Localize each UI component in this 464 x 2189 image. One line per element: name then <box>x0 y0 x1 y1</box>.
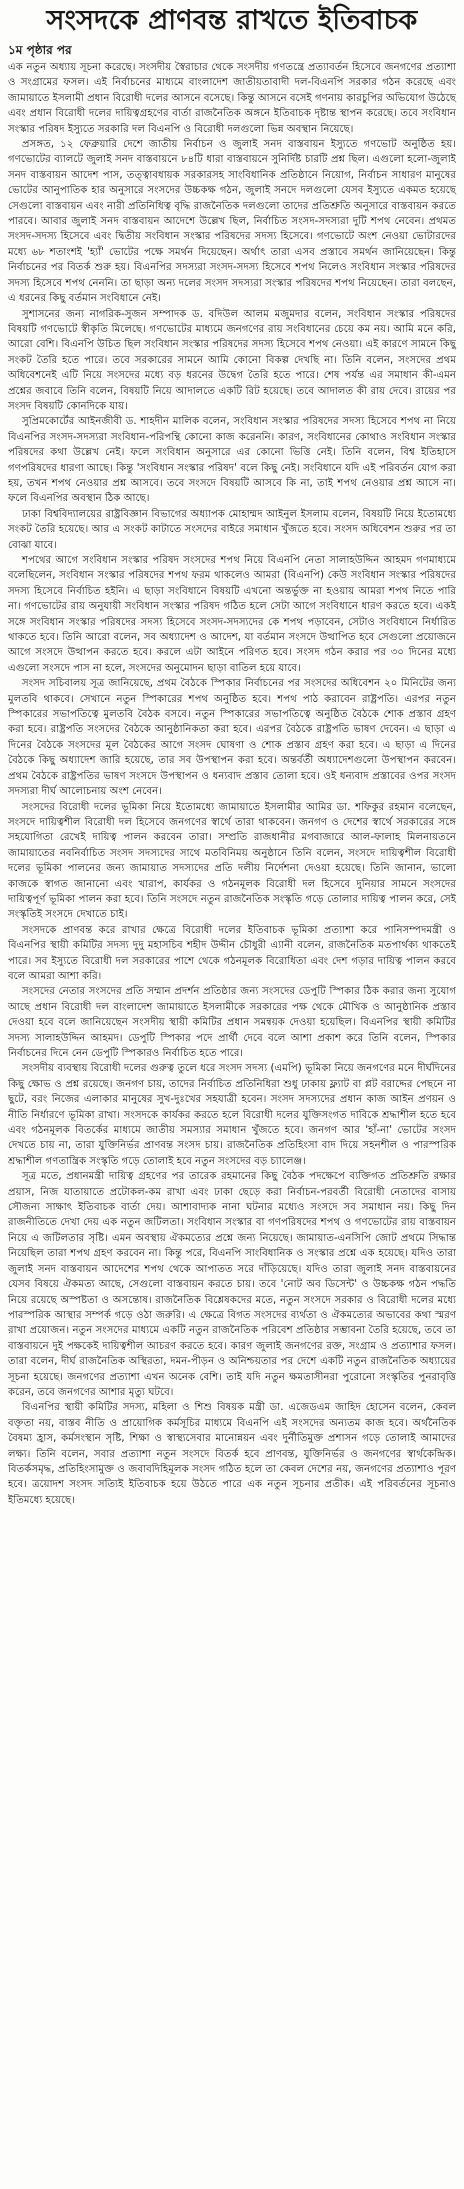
article-paragraph: সংসদীয় ব্যবস্থায় বিরোধী দলের গুরুত্ব তুলে ধরে সংসদ সদস্য (এমপি) ভূমিকা নিয়ে জনগণের মনে দীর্ঘদিনের কিছু ক্ষোভ ও প্রশ্ন রয়েছে। জনগণ চায়, তাদের নির্বাচিত প্রতিনিধিরা শুধু ঢাকায় ফ্ল্যাট বা প্লট বরাদ্দের পেছনে না ছুটে, বরং নিজের এলাকার মানুষের সুখ-দুঃখের সহযাত্রী হবেন। সংসদ সদস্যদের প্রধান কাজ আইন প্রণয়ন ও নীতি নির্ধারণে ভূমিকা রাখা। সংসদকে কার্যকর করতে হলে বিরোধী দলের যুক্তিসংগত দাবিকে শ্রদ্ধাশীল হতে হবে এবং গঠনমূলক বিতর্কের মাধ্যমে জাতীয় সমস্যার সমাধান খুঁজতে হবে। জনগণ আর 'হাঁ-না' ভোটের সংসদ দেখতে চায় না, তারা যুক্তিনির্ভর প্রাণবন্ত সংসদ চায়। রাজনৈতিক প্রতিহিংসা বাদ দিয়ে সহনশীল ও পারস্পরিক শ্রদ্ধাশীল গণতান্ত্রিক সংস্কৃতি গড়ে তোলাই হবে নতুন সংসদের বড় চ্যালেঞ্জ। <box>8 1063 456 1167</box>
article-paragraph: সংসদের বিরোধী দলের ভূমিকা নিয়ে ইতোমধ্যে জামায়াতে ইসলামীর আমির ডা. শফিকুর রহমান বলেছেন, সংসদে দায়িত্বশীল বিরোধী দল হিসেবে জনগণের স্বার্থে তারা থাকবেন। জনগণ ও দেশের স্বার্থে সরকারের সঙ্গে সহযোগিতা রেখেই দায়িত্ব পালন করবেন তারা। সম্প্রতি রাজধানীর মগবাজারে আল-ফালাহ মিলনায়তনে জামায়াতের নবনির্বাচিত সংসদ সদস্যদের সাথে মতবিনিময় অনুষ্ঠানে তিনি বলেন, সংসদে দায়িত্বশীল বিরোধী দলের ভূমিকা পালনের জন্য জামায়াত সদস্যদের প্রতি দলীয় নির্দেশনা দেওয়া হয়েছে। তিনি জানান, ভালো কাজকে স্বাগত জানানো এবং খারাপ, কার্যকর ও গঠনমূলক বিরোধী দল হিসেবে দুনিয়ার সামনে সংসদের দায়িত্বপূর্ণ ভূমিকা পালন করা হবে। তিনি সংসদে নতুন রাজনৈতিক সংস্কৃতি গড়ে তোলার দায়িত্ব পালন করে, সেই সংস্কৃতিই সংসদে দেখাতে চাই। <box>8 801 456 921</box>
article-paragraph: শপথের আগে সংবিধান সংস্কার পরিষদ সংসদের শপথ নিয়ে বিএনপি নেতা সালাহউদ্দিন আহমদ গণমাধ্যমে বলেছিলেন, সংবিধান সংস্কার পরিষদের শপথ ফরম থাকলেও আমরা (বিএনপি) কেউ সংবিধান সংস্কার পরিষদের সদস্য হিসেবে নির্বাচিত হইনি। এ ছাড়া সংবিধানে বিষয়টি এখনো অন্তর্ভুক্ত না হওয়ায় আমরা শপথ নিতে পারি না। গণভোটের রায় অনুযায়ী সংবিধান সংস্কার পরিষদ গঠিত হলে সেটা আগে সংবিধানে ধারণ করতে হবে। একই সঙ্গে সংবিধান সংস্কার পরিষদের সদস্য হিসেবে সংসদ-সদস্যদের কে শপথ পড়াবেন, সেটাও সংবিধানে নির্ধারিত থাকতে হবে। তিনি আরো বলেন, সব অধ্যাদেশ ও আদেশ, যা বর্তমান সংসদে উত্থাপিত হবে সেগুলো প্রয়োজনে আগে সংসদে উত্থাপন করতে হবে। করলে এটা আইনে পরিণত হবে। সংসদ গঠন করার পর ৩০ দিনের মধ্যে এগুলো সংসদে পাস না হলে, সংসদের অনুমোদন ছাড়া বাতিল হয়ে যাবে। <box>8 555 456 674</box>
article-paragraph: প্রসঙ্গত, ১২ ফেব্রুয়ারি দেশে জাতীয় নির্বাচন ও জুলাই সনদ বাস্তবায়ন ইস্যুতে গণভোট অনুষ্ঠিত হয়। গণভোটের ব্যালটে জুলাই সনদ বাস্তবায়নে ৮৪টি ধারা বাস্তবায়নে সুনির্দিষ্ট চারটি প্রশ্ন ছিল। এগুলো হলো-জুলাই সনদ বাস্তবায়ন আদেশ পাস, তত্ত্বাবধায়ক সরকারসহ সাংবিধানিক প্রতিষ্ঠানে নিয়োগ, নির্বাচন সাধারণ মানুষের ভোটের আনুপাতিক হার অনুসারে সংসদের উচ্চকক্ষ গঠন, জুলাই সনদে দলগুলো যেসব ইস্যুতে একমত হয়েছে সেগুলো বাস্তবায়ন এবং নারী প্রতিনিধিত্ব বৃদ্ধি রাজনৈতিক দলগুলো তাদের প্রতিশ্রুতি অনুসারে বাস্তবায়ন করতে পারবে। আবার জুলাই সনদ বাস্তবায়ন আদেশে উল্লেখ ছিল, নির্বাচিত সংসদ-সদস্যরা দুটি শপথ নেবেন। প্রথমত সংসদ-সদস্য হিসেবে এবং দ্বিতীয় সংবিধান সংস্কার পরিষদের সদস্য হিসেবে। গণভোটে অংশ নেওয়া ভোটারদের মধ্যে ৬৮ শতাংশই 'হ্যাঁ' ভোটের পক্ষে সমর্থন দিয়েছেন। অর্থাৎ তারা এসব প্রস্তাবে সমর্থন জানিয়েছেন। কিন্তু নির্বাচনের পর বিতর্ক শুরু হয়। বিএনপির সদস্যরা সংসদ-সদস্য হিসেবে শপথ নিলেও সংবিধান সংস্কার পরিষদের সদস্য হিসেবে শপথ নেননি। তা ছাড়া অন্য দলের সংসদ সদস্যরা সংস্কার পরিষদের শপথ নিয়েছেন। তারা বলছেন, এ ধরনের কিছু বর্তমান সংবিধানে নেই। <box>8 139 457 305</box>
article-paragraph: সুশাসনের জন্য নাগরিক-সুজন সম্পাদক ড. বদিউল আলম মজুমদার বলেন, সংবিধান সংস্কার পরিষদের বিষয়টি গণভোটে স্বীকৃতি মিলেছে। গণভোটের মাধ্যমে জনগণের রায় সংবিধানের চেয়ে কম নয়। আমি মনে করি, আরো বেশি। বিএনপি উচিত ছিল সংবিধান সংস্কার পরিষদের সদস্য হিসেবে শপথ নেওয়া। এই কারণে সামনে কিছু সংকট তৈরি হতে পারে। তবে সরকারের সামনে আমি কোনো বিকল্প দেখছি না। তিনি বলেন, সংসদের প্রথম অধিবেশনেই এটি নিয়ে সংসদের মধ্যে বড় ধরনের উদ্বেগ তৈরি হতে পারে। শেষ পর্যন্ত এর সমাধান কী-এমন প্রশ্নের জবাবে তিনি বলেন, বিষয়টি নিয়ে আদালতে একটি রিট হয়েছে। তবে আদালত কী রায় দেবে। রায়ের পর সংসদ বিষয়টি কোনদিকে যায়। <box>8 308 456 412</box>
article-paragraph: ঢাকা বিশ্ববিদ্যালয়ের রাষ্ট্রবিজ্ঞান বিভাগের অধ্যাপক মোহাম্মদ আইনুল ইসলাম বলেন, বিষয়টি নিয়ে ইতোমধ্যে সংকট তৈরি হয়েছে। আর এ সংকট কাটাতে সংসদের বাইরে সমাধান খুঁজতে হবে। সংসদ অধিবেশন শুরুর পর তা বোঝা যাবে। <box>8 508 456 551</box>
article-paragraph: সংসদ সচিবালয় সূত্র জানিয়েছে, প্রথম বৈঠকে স্পিকার নির্বাচনের পর সংসদের অধিবেশন ২০ মিনিটের জন্য মুলতবি থাকবে। সেখানে নতুন স্পিকারের শপথ অনুষ্ঠিত হবে। শপথ পাঠ করাবেন রাষ্ট্রপতি। এরপর নতুন স্পিকারের সভাপতিত্বে মুলতবি বৈঠক বসবে। নতুন স্পিকারের সভাপতিত্বে অনুষ্ঠিত বৈঠকে শোক প্রস্তাব গ্রহণ করা হবে। রাষ্ট্রপতি সংসদের বৈঠকে আনুষ্ঠানিকতা করা হবে। এরপর বৈঠকে রাষ্ট্রপতি ভাষণ দেবেন। এ ছাড়া এ দিনের বৈঠকে সংসদের মূল বৈঠকের আগে সংসদ ঘোষণা ও শোক প্রস্তাব গ্রহণ করা হবে। এ ছাড়া এ দিনের বৈঠকে কিছু অধ্যাদেশ জারি হয়েছে, তার সব উপস্থাপন করা হবে। অন্তর্বর্তী অধ্যাদেশগুলো উপস্থাপন করবেন। প্রথম বৈঠকে রাষ্ট্রপতির ভাষণ সংসদে উপস্থাপন ও ধন্যবাদ প্রস্তাব তোলা হবে। ওই ধন্যবাদ প্রস্তাবের ওপর সংসদ সদস্যরা দীর্ঘ আলোচনায় অংশ নেবেন। <box>8 678 456 798</box>
article-paragraph: সংসদকে প্রাণবন্ত করে রাখার ক্ষেত্রে বিরোধী দলের ইতিবাচক ভূমিকা প্রত্যাশা করে পানিসম্পদমন্ত্রী ও বিএনপির স্থায়ী কমিটির সদস্য দুদু মহাসচিব শহীদ উদ্দীন চৌধুরী এ্যানী বলেন, রাজনৈতিক মতপার্থক্য থাকতেই পারে। সব ইস্যুতে বিরোধী দল সরকারের পাশে থেকে গঠনমূলক বিরোধিতা এবং দেশ গড়ার দায়িত্ব পালন করবে বলে আমরা আশা করি। <box>8 924 456 982</box>
article-headline: সংসদকে প্রাণবন্ত রাখতে ইতিবাচক <box>46 5 418 36</box>
article-paragraph: বিএনপির স্থায়ী কমিটির সদস্য, মহিলা ও শিশু বিষয়ক মন্ত্রী ডা. এজেডএম জাহিদ হোসেন বলেন, কেবল বক্তৃতা নয়, বাস্তব নীতি ও প্রায়োগিক কর্মসূচির মাধ্যমে বিএনপি এই সংসদের অন্যতম কাজ হবে। অর্থনৈতিক বৈষম্য হ্রাস, কর্মসংস্থান সৃষ্টি, শিক্ষা ও স্বাস্থ্যসেবার মানোন্নয়ন এবং দুর্নীতিমুক্ত প্রশাসন গড়ে তোলাই আমাদের লক্ষ্য। তিনি বলেন, সবার প্রত্যাশা নতুন সংসদে বিতর্ক হবে প্রাণবন্ত, যুক্তিনির্ভর ও জনগণের স্বার্থকেন্দ্রিক। বিতর্কসমৃদ্ধ, প্রতিহিংসামুক্ত ও জবাবদিহিমূলক সংসদ গঠিত হলে তা কেবল দেশের নয়, জনগণের প্রত্যাশাও পূরণ হবে। ত্রয়োদশ সংসদ সত্যিই ইতিবাচক হয়ে উঠতে পারে এক নতুন সূচনার প্রতীক। এই পরিবর্তনের সূচনাও ইতিমধ্যে হয়েছে। <box>8 1402 456 1506</box>
article-paragraph: সংসদের নেতার সংসদের প্রতি সম্মান প্রদর্শন প্রতিষ্ঠার জন্য সংসদের ডেপুটি স্পিকার ঠিক করার জন্য সুযোগ আছে প্রধান বিরোধী দল বাংলাদেশ জামায়াতে ইসলামীকে সরকারের পক্ষ থেকে মৌখিক ও আনুষ্ঠানিক প্রস্তাব দেওয়া হবে বলে জানিয়েছেন সংসদীয় স্থায়ী কমিটির প্রধান সমন্বয়ক দেওয়া হয়েছিল। বিএনপির স্থায়ী কমিটির সদস্য সালাহউদ্দিন আহমদ। ডেপুটি স্পিকার পদে প্রার্থী দেবে বলে আশা প্রকাশ করে তিনি বলেন, স্পিকার নির্বাচনের দিনে নেন ডেপুটি স্পিকারও নির্বাচিত হতে পারে। <box>8 986 456 1059</box>
article-paragraph: এক নতুন অধ্যায় সূচনা করেছে। সংসদীয় স্বৈরাচার থেকে সংসদীয় গণতন্ত্রে প্রত্যাবর্তন হিসেবে জনগণের প্রত্যাশা ও সংগ্রামের ফসল। এই নির্বাচনের মাধ্যমে বাংলাদেশ জাতীয়তাবাদী দল-বিএনপি সরকার গঠন করেছে এবং জামায়াতে ইসলামী প্রধান বিরোধী দলের আসনে বসেছে। কিন্তু আসনে বসেই গণনায় কারচুপির অভিযোগ উঠেছে এবং প্রধান বিরোধী দলের দায়িত্বগ্রহণের বার্তা রাজনৈতিক অঙ্গনে ইতিবাচক দৃষ্টান্ত স্থাপন করেছে। তবে সংবিধান সংস্কার পরিষদ ইস্যুতে সরকারি দল বিএনপি ও বিরোধী দলগুলো ভিন্ন অবস্থান নিয়েছে। <box>8 62 456 135</box>
continuation-label: ১ম পৃষ্ঠার পর <box>8 43 72 57</box>
article-paragraph: সূত্র মতে, প্রধানমন্ত্রী দায়িত্ব গ্রহণের পর তারেক রহমানের কিছু বৈঠক পদক্ষেপে ব্যক্তিগত প্রতিশ্রুতি রক্ষার প্রয়াস, নিজ যাতায়াতে প্রটোকল-কম রাখা এবং ঢাকা ছেড়ে করা নির্বাচন-পরবর্তী বিরোধী নেতাদের বাসায় সৌজন্য সাক্ষাৎ ইতিবাচক বার্তা দেয়। আশাবাদ্যক নানা ঘটনার মধ্যেও সংসদে সব সমাধান নয়। কিছু দিন রাজনীতিতে দেখা দেয় এক নতুন জটিলতা। সংবিধান সংস্কার বা গণপরিষদের শপথ ও গণভোটের রায় বাস্তবায়ন নিয়ে এ জটিলতার সৃষ্টি। এমন অবস্থায় ঐকমত্যের প্রশ্নে জন্য নিয়েছে। জামায়াত-এনসিপি জোট প্রথমে সিদ্ধান্ত নিয়েছিল তারা শপথ গ্রহণ করবেন না। কিন্তু পরে, বিএনপি সাংবিধানিক ও সংস্কার প্রশ্নে এক হয়েছে। যদিও তারা জুলাই সনদ বাস্তবায়ন আদেশের শপথ থেকে আপাতত সরে দাঁড়িয়েছে। যদিও তারা জুলাই সনদ বাস্তবায়নের যেসব বিষয়ে ঐকমত্য আছে, সেগুলো বাস্তবায়ন করতে চায়। তবে 'নোট অব ডিসেন্ট' ও উচ্চকক্ষ গঠন পদ্ধতি নিয়ে রয়েছে অস্পষ্টতা ও অসন্তোষ। রাজনৈতিক বিশ্লেষকদের মতে, নতুন সংসদে সরকার ও বিরোধী দলের মধ্যে পারস্পরিক আস্থার সম্পর্ক গড়ে ওঠা জরুরি। এ ক্ষেত্রে বিগত সংসদের ব্যর্থতা ও ঐকমত্যের অভাবের কথা স্মরণ রাখা প্রয়োজন। নতুন সংসদের মাধ্যমে একটি নতুন রাজনৈতিক পরিবেশ প্রতিষ্ঠার সম্ভাবনা তৈরি হয়েছে, তবে তা বাস্তবায়নে দুই পক্ষকেই দায়িত্বশীল আচরণ করতে হবে। কারণ জুলাই জনগণের রক্ত, সংগ্রাম ও প্রত্যাশার ফসল। তারা বলেন, দীর্ঘ রাজনৈতিক অস্থিরতা, দমন-পীড়ন ও অনিশ্চয়তার পর দেশে একটি নতুন রাজনৈতিক অধ্যায়ের সূচনা হয়েছে। জনগণের প্রত্যাশা এখন অনেক বেশি। তাই যদি নতুন ক্ষমতাসীনরা পুরোনো সংস্কৃতির পুনরাবৃত্তি করেন, তবে জনগণের আশার মৃত্যু ঘটবে। <box>8 1171 456 1398</box>
article-body <box>8 60 456 1508</box>
article-paragraph: সুপ্রিমকোর্টের আইনজীবী ড. শাহদীন মালিক বলেন, সংবিধান সংস্কার পরিষদের সদস্য হিসেবে শপথ না নিয়ে বিএনপির সংসদ-সদস্যরা সংবিধান-পরিপন্থি কোনো কাজ করেননি। কারণ, সংবিধানের কোথাও সংবিধান সংস্কার পরিষদের কথা উল্লেখ নেই। ফলে সংবিধান অনুসারে এর কোনো ভিত্তি নেই। তিনি বলেন, বিশ্ব ইতিহাসে গণপরিষদের ধারণা আছে। কিন্তু 'সংবিধান সংস্কার পরিষদ' বলে কিছু নেই। সংবিধানে যদি এই পরিবর্তন যোগ করা হয়, তখন শপথ নেওয়ার প্রশ্ন আসবে। তবে সংসদে বিষয়টি আসবে কি না, তাই শপথ নেওয়ার প্রশ্ন আসে না। ফলে বিএনপির অবস্থান ঠিক আছে। <box>8 416 456 505</box>
